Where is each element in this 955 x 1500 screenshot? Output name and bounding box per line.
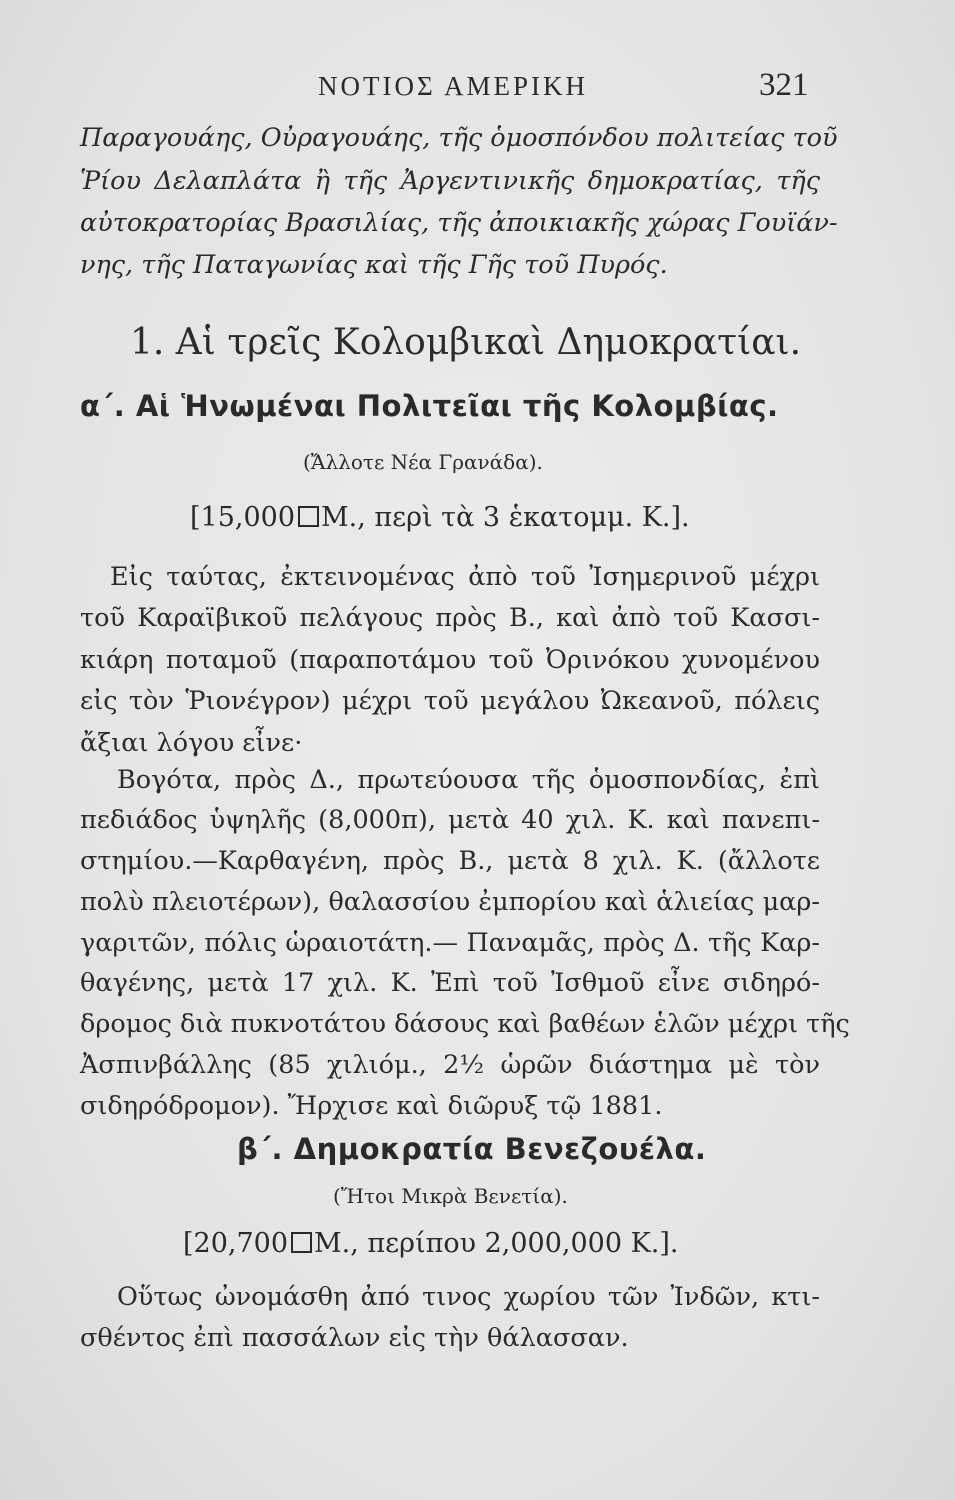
subsection-b-alias: (Ἤτοι Μικρὰ Βενετία). xyxy=(333,1184,568,1208)
subsection-a-area xyxy=(190,504,690,531)
subsection-b-title: β΄. Δημοκρατία Βενεζουέλα. xyxy=(237,1132,707,1166)
page-number: 321 xyxy=(759,67,809,103)
para-b-line-5: γαριτῶν, πόλις ὡραιοτάτη.— Παναμᾶς, πρὸς Δ. τῆς Καρ- xyxy=(80,928,820,958)
square-symbol-icon xyxy=(291,1232,312,1253)
area-a-suffix: Μ., περὶ τὰ 3 ἑκατομμ. Κ.]. xyxy=(321,502,690,533)
para-b-line-7: δρομος διὰ πυκνοτάτου δάσους καὶ βαθέων ἑλῶν μέχρι τῆς xyxy=(80,1009,850,1039)
area-a-prefix: [15,000 xyxy=(190,502,296,533)
running-head-title: ΝΟΤΙΟΣ ΑΜΕΡΙΚΗ xyxy=(318,71,588,101)
subsection-a-alias: (Ἄλλοτε Νέα Γρανάδα). xyxy=(303,450,543,474)
para-b-line-6: θαγένης, μετὰ 17 χιλ. Κ. Ἐπὶ τοῦ Ἰσθμοῦ εἶνε σιδηρό- xyxy=(80,968,820,998)
para-c-line-1: Οὕτως ὠνομάσθη ἀπό τινος χωρίου τῶν Ἰνδῶν, κτι- xyxy=(117,1282,820,1312)
para-b-line-2: πεδιάδος ὑψηλῆς (8,000π), μετὰ 40 χιλ. Κ. καὶ πανεπι- xyxy=(80,805,820,835)
para-b-line-1: Βογότα, πρὸς Δ., πρωτεύουσα τῆς ὁμοσπονδίας, ἐπὶ xyxy=(117,765,820,795)
para-a-line-1: Εἰς ταύτας, ἐκτεινομένας ἀπὸ τοῦ Ἰσημερινοῦ μέχρι xyxy=(110,562,820,592)
intro-line-4: νης, τῆς Παταγωνίας καὶ τῆς Γῆς τοῦ Πυρός. xyxy=(80,250,668,280)
para-b-line-9: σιδηρόδρομον). Ἤρχισε καὶ διῶρυξ τῷ 1881. xyxy=(80,1091,663,1121)
para-b-line-4: πολὺ πλειοτέρων), θαλασσίου ἐμπορίου καὶ ἁλιείας μαρ- xyxy=(80,887,820,917)
subsection-a-title: α΄. Αἱ Ἡνωμέναι Πολιτεῖαι τῆς Κολομβίας. xyxy=(80,389,779,423)
intro-line-2: Ῥίου Δελαπλάτα ἢ τῆς Ἀργεντινικῆς δημοκρατίας, τῆς xyxy=(80,166,820,196)
para-c-line-2: σθέντος ἐπὶ πασσάλων εἰς τὴν θάλασσαν. xyxy=(80,1323,629,1353)
para-a-line-2: τοῦ Καραϊβικοῦ πελάγους πρὸς Β., καὶ ἀπὸ τοῦ Κασσι- xyxy=(80,603,820,633)
intro-line-3: αὐτοκρατορίας Βρασιλίας, τῆς ἀποικιακῆς χώρας Γουϊάν- xyxy=(80,208,838,238)
para-a-line-5: ἄξιαι λόγου εἶνε· xyxy=(80,728,303,758)
para-a-line-3: κιάρη ποταμοῦ (παραποτάμου τοῦ Ὀρινόκου χυνομένου xyxy=(80,645,820,675)
para-a-line-4: εἰς τὸν Ῥιονέγρον) μέχρι τοῦ μεγάλου Ὠκεανοῦ, πόλεις xyxy=(80,686,820,716)
intro-line-1: Παραγουάης, Οὐραγουάης, τῆς ὁμοσπόνδου πολιτείας τοῦ xyxy=(80,123,838,153)
subsection-b-area xyxy=(183,1230,678,1257)
para-b-line-8: Ἀσπινβάλλης (85 χιλιόμ., 2½ ὡρῶν διάστημα μὲ τὸν xyxy=(80,1050,820,1080)
para-b-line-3: στημίου.—Καρθαγένη, πρὸς Β., μετὰ 8 χιλ. Κ. (ἄλλοτε xyxy=(80,846,820,876)
section-title: 1. Αἱ τρεῖς Κολομβικαὶ Δημοκρατίαι. xyxy=(130,322,802,363)
area-b-prefix: [20,700 xyxy=(183,1228,289,1259)
square-symbol-icon xyxy=(298,506,319,527)
area-b-suffix: Μ., περίπου 2,000,000 Κ.]. xyxy=(314,1228,679,1259)
